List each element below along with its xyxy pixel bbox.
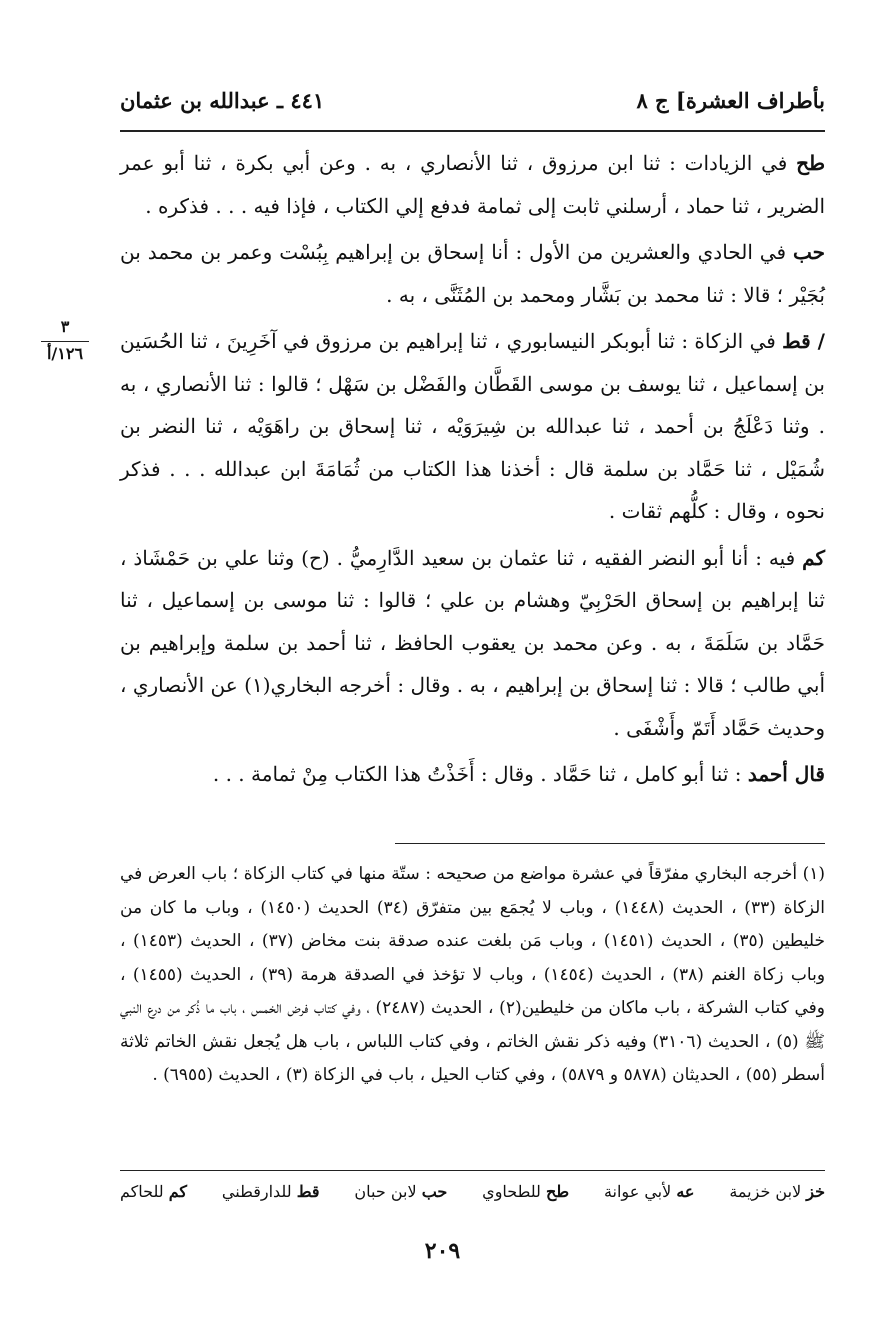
paragraph-hakim <box>120 537 825 750</box>
legend-item <box>729 1182 825 1201</box>
page-number: ٢٠٩ <box>424 1238 461 1264</box>
paragraph-tahawi <box>120 142 825 227</box>
paragraph-text: في الزيادات : ثنا ابن مرزوق ، ثنا الأنصاري ، به . وعن أبي بكرة ، ثنا أبو عمر الضرير ، ثنا حماد ، أرسلني ثابت إلى ثمامة فدفع إلي الكتاب ، فإذا فيه . . . فذكره . <box>120 151 825 218</box>
legend-name: للطحاوي <box>482 1182 541 1201</box>
legend-rule <box>120 1170 825 1171</box>
header-rule <box>120 130 825 132</box>
legend-code: كم <box>168 1182 188 1201</box>
legend-code: حب <box>421 1182 448 1201</box>
legend-item <box>120 1182 187 1201</box>
legend-item <box>354 1182 447 1201</box>
legend-name: لأبي عوانة <box>603 1182 672 1201</box>
legend-name: لابن حبان <box>354 1182 417 1201</box>
source-code: طح <box>796 151 825 175</box>
margin-folio-reference: ١٢٦/أ <box>46 344 84 363</box>
legend-code: خز <box>806 1182 825 1201</box>
paragraph-ibn-hibban <box>120 231 825 316</box>
section-title: ٤٤١ ـ عبدالله بن عثمان <box>120 87 325 113</box>
legend-item <box>222 1182 320 1201</box>
legend-item <box>604 1182 695 1201</box>
source-code: / قط <box>782 329 825 353</box>
paragraph-ahmad <box>120 753 825 796</box>
footnote-rule <box>395 843 825 844</box>
paragraph-text: في الزكاة : ثنا أبوبكر النيسابوري ، ثنا إبراهيم بن مرزوق في آخَرِينَ ، ثنا الحُسَين بن إسماعيل ، ثنا يوسف بن موسى القَطَّان والفَضْل بن سَهْل ؛ قالوا : ثنا الأنصاري ، به . وثنا دَعْلَجُ بن أحمد ، ثنا عبدالله بن شِيرَوَيْه ، ثنا إسحاق بن راهَوَيْه ، ثنا النضر بن شُمَيْل ، ثنا حَمَّاد بن سلمة قال : أخذنا هذا الكتاب من ثُمَامَةَ ابن عبدالله . . . فذكر نحوه ، وقال : كلُّهم ثقات . <box>120 329 825 523</box>
paragraph-text: في الحادي والعشرين من الأول : أنا إسحاق بن إبراهيم بِبُسْت وعمر بن محمد بن بُجَيْر ؛ قالا : ثنا محمد بن بَشَّار ومحمد بن المُثَنَّى ، به . <box>120 240 825 307</box>
source-code: حب <box>792 240 825 264</box>
manuscript-margin-note <box>30 315 100 366</box>
abbreviation-legend <box>120 1182 825 1201</box>
book-title: بأطراف العشرة] ج ٨ <box>636 87 825 113</box>
running-header <box>120 80 825 120</box>
legend-name: للدارقطني <box>221 1182 292 1201</box>
legend-code: قط <box>296 1182 320 1201</box>
legend-name: لابن خزيمة <box>729 1182 802 1201</box>
paragraph-text: فيه : أنا أبو النضر الفقيه ، ثنا عثمان بن سعيد الدَّارِميُّ . (ح) وثنا علي بن حَمْشَاذ ، ثنا إبراهيم بن إسحاق الحَرْبِيّ وهشام بن علي ؛ قالوا : ثنا موسى بن إسماعيل ، ثنا حَمَّاد بن سَلَمَةَ ، به . وعن محمد بن يعقوب الحافظ ، ثنا أحمد بن سلمة وإبراهيم بن أبي طالب ؛ قالا : ثنا إسحاق بن إبراهيم ، به . وقال : أخرجه البخاري(١) عن الأنصاري ، وحديث حَمَّاد أَتَمّ وأَشْفَى . <box>120 545 825 740</box>
legend-item <box>482 1182 569 1201</box>
main-text <box>120 142 825 800</box>
source-code: قال أحمد <box>747 762 825 786</box>
legend-name: للحاكم <box>120 1182 164 1201</box>
paragraph-daraqutni <box>120 320 825 533</box>
footnote-section <box>120 858 825 1093</box>
margin-number: ٣ <box>41 315 89 342</box>
paragraph-text: : ثنا أبو كامل ، ثنا حَمَّاد . وقال : أَخَذْتُ هذا الكتاب مِنْ ثمامة . . . <box>212 762 748 786</box>
legend-code: عه <box>676 1182 695 1201</box>
legend-code: طح <box>546 1182 570 1201</box>
source-code: كم <box>802 545 825 570</box>
footnote-1: (١) أخرجه البخاري مفرّقاً في عشرة مواضع من صحيحه : ستّة منها في كتاب الزكاة ؛ باب العرض في الزكاة (٣٣) ، الحديث (١٤٤٨) ، وباب لا يُجمَع بين متفرّق (٣٤) الحديث (١٤٥٠) ، وباب ما كان من خليطين (٣٥) ، الحديث (١٤٥١) ، وباب مَن بلغت عنده صدقة بنت مخاض (٣٧) ، الحديث (١٤٥٣) ، وباب زكاة الغنم (٣٨) ، الحديث (١٤٥٤) ، وباب لا تؤخذ في الصدقة هرمة (٣٩) ، الحديث (١٤٥٥) ، وفي كتاب الشركة ، باب ماكان من خليطين(٢) ، الحديث (٢٤٨٧) ، وفي كتاب فرض الخمس ، باب ما ذُكر من درع النبي ﷺ (٥) ، الحديث (٣١٠٦) وفيه ذكر نقش الخاتم ، وفي كتاب اللباس ، باب هل يُجعل نقش الخاتم ثلاثة أسطر (٥٥) ، الحديثان (٥٨٧٨ و ٥٨٧٩) ، وفي كتاب الحيل ، باب في الزكاة (٣) ، الحديث (٦٩٥٥) . <box>120 864 826 1085</box>
